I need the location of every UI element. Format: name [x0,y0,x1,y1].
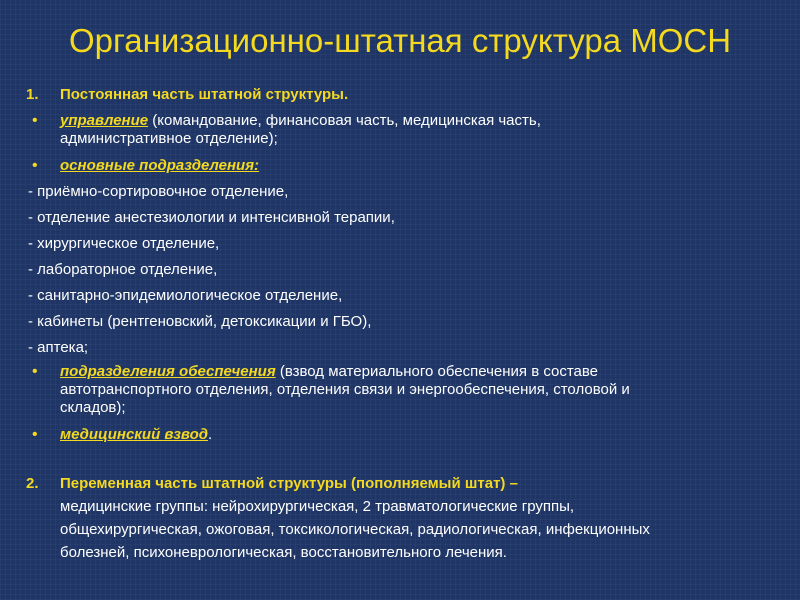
bullet-icon: • [32,363,38,380]
unit-item: - приёмно-сортировочное отделение, [28,183,289,200]
section-2-text: общехирургическая, ожоговая, токсикологическая, радиологическая, инфекционных [60,521,650,538]
unit-item: - хирургическое отделение, [28,235,220,252]
section-2-heading: Переменная часть штатной структуры (пополняемый штат) – [60,475,518,492]
unit-item: - аптека; [28,339,89,356]
bullet-icon: • [32,157,38,174]
support-text [60,363,770,381]
management-desc-2: административное отделение); [60,130,278,147]
section-2-text: медицинские группы: нейрохирургическая, 2 травматологические группы, [60,498,575,515]
support-desc: (взвод материального обеспечения в составе [275,363,599,380]
medical-platoon-term: медицинский взвод [60,426,209,443]
section-1-number: 1. [26,86,39,103]
slide-title: Организационно-штатная структура МОСН [68,22,732,59]
unit-item: - санитарно-эпидемиологическое отделение, [28,287,343,304]
support-desc-3: складов); [60,399,126,416]
medical-platoon-tail: . [208,426,213,443]
main-units-term: основные подразделения: [60,157,260,174]
unit-item: - кабинеты (рентгеновский, детоксикации и ГБО), [28,313,372,330]
section-1-heading: Постоянная часть штатной структуры. [60,86,349,103]
management-term: управление [60,112,149,129]
section-2-text: болезней, психоневрологическая, восстановительного лечения. [60,544,507,561]
section-2-number: 2. [26,475,39,492]
management-desc: (командование, финансовая часть, медицинская часть, [148,112,541,129]
management-text [60,112,770,130]
bullet-icon: • [32,112,38,129]
medical-platoon-text [60,426,770,444]
bullet-icon: • [32,426,38,443]
support-term: подразделения обеспечения [60,363,276,380]
support-desc-2: автотранспортного отделения, отделения связи и энергообеспечения, столовой и [60,381,630,398]
unit-item: - отделение анестезиологии и интенсивной терапии, [28,209,395,226]
unit-item: - лабораторное отделение, [28,261,218,278]
